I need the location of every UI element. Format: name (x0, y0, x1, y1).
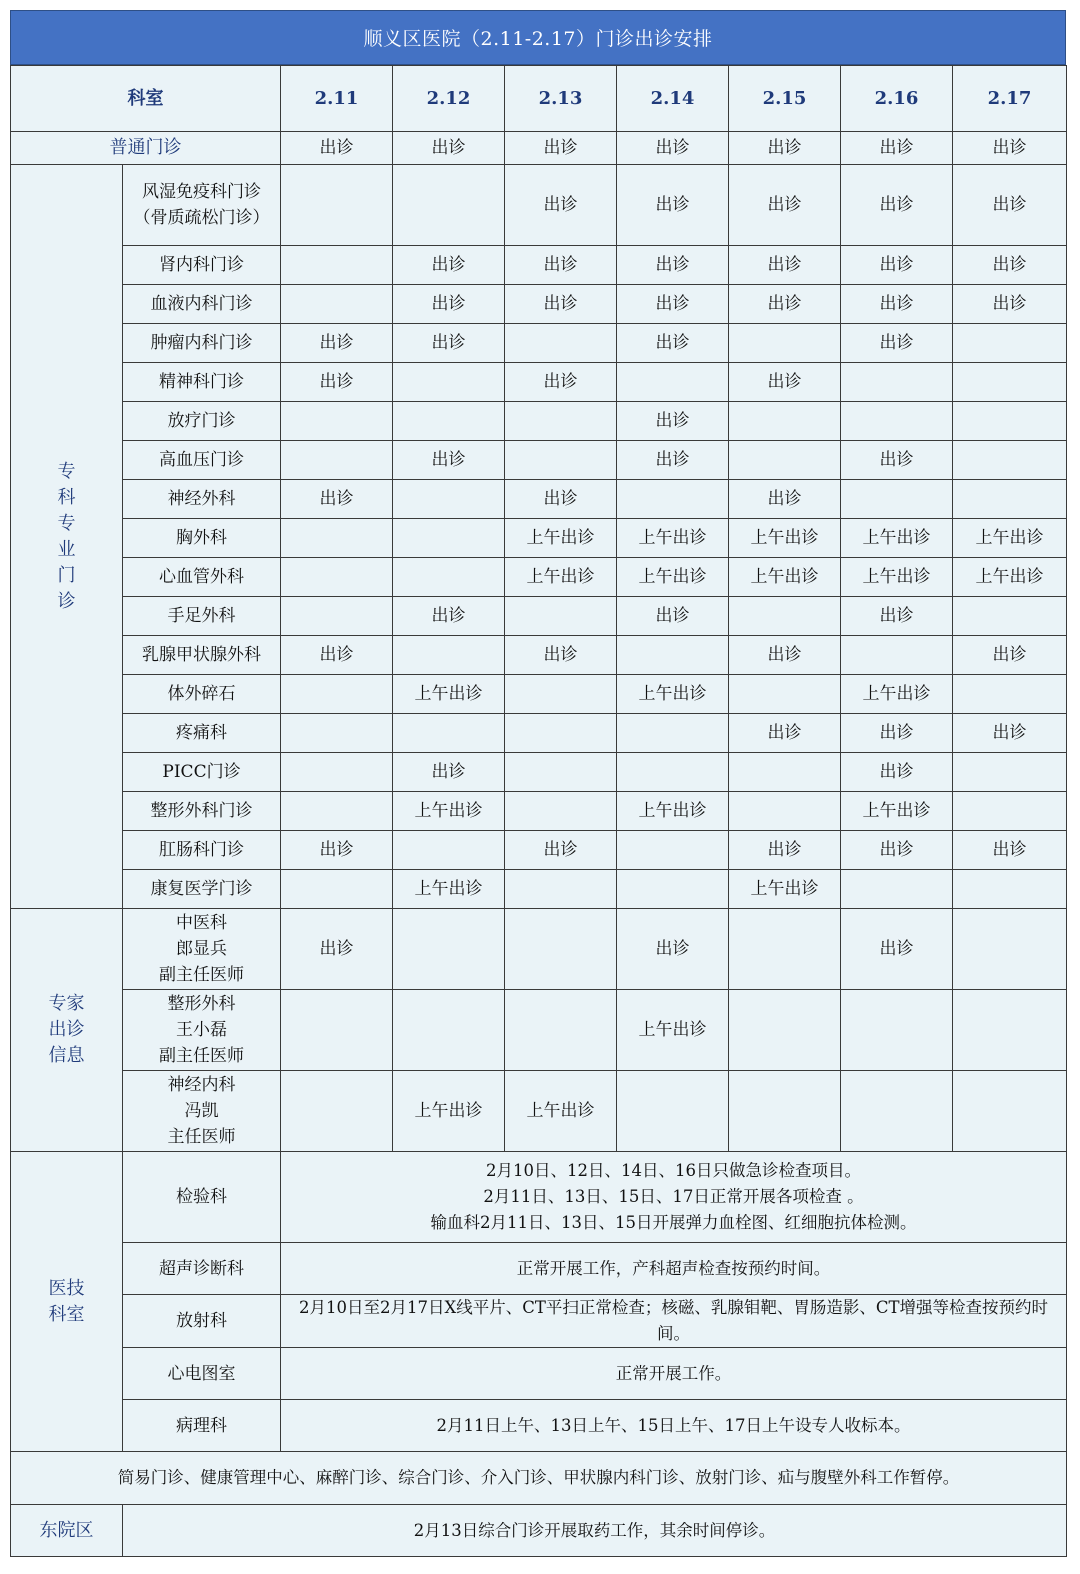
table-row (11, 597, 1067, 636)
schedule-cell: 出诊 (841, 132, 953, 165)
schedule-cell: 出诊 (953, 246, 1067, 285)
schedule-cell (953, 402, 1067, 441)
table-row (11, 909, 1067, 990)
table-row (11, 1400, 1067, 1452)
schedule-cell (953, 792, 1067, 831)
department-name: 体外碎石 (123, 675, 281, 714)
schedule-cell: 上午出诊 (841, 558, 953, 597)
schedule-cell (617, 831, 729, 870)
schedule-cell: 出诊 (841, 714, 953, 753)
schedule-cell (841, 990, 953, 1071)
medtech-note: 2月10日、12日、14日、16日只做急诊检查项目。 2月11日、13日、15日、17日正常开展各项检查 。 输血科2月11日、13日、15日开展弹力血栓图、红细胞抗体检测。 (281, 1152, 1067, 1243)
department-name: 精神科门诊 (123, 363, 281, 402)
table-row (11, 324, 1067, 363)
schedule-cell (953, 441, 1067, 480)
header-date: 2.14 (617, 66, 729, 132)
department-name: 乳腺甲状腺外科 (123, 636, 281, 675)
schedule-cell: 出诊 (281, 831, 393, 870)
schedule-cell (281, 441, 393, 480)
medtech-category: 医技 科室 (11, 1152, 123, 1452)
schedule-cell: 出诊 (953, 285, 1067, 324)
schedule-cell: 出诊 (841, 831, 953, 870)
medtech-note: 正常开展工作。 (281, 1348, 1067, 1400)
schedule-cell (953, 1071, 1067, 1152)
table-row (11, 1071, 1067, 1152)
table-row (11, 558, 1067, 597)
schedule-cell: 出诊 (729, 132, 841, 165)
medtech-note: 2月10日至2月17日X线平片、CT平扫正常检查；核磁、乳腺钼靶、胃肠造影、CT增强等检查按预约时间。 (281, 1295, 1067, 1348)
table-row (11, 132, 1067, 165)
schedule-cell (617, 870, 729, 909)
experts-category: 专家 出诊 信息 (11, 909, 123, 1152)
schedule-cell: 出诊 (617, 909, 729, 990)
schedule-cell: 上午出诊 (393, 675, 505, 714)
schedule-cell (393, 990, 505, 1071)
schedule-document (10, 10, 1066, 1557)
schedule-cell (393, 363, 505, 402)
schedule-cell (729, 753, 841, 792)
schedule-cell: 上午出诊 (729, 870, 841, 909)
table-row (11, 1505, 1067, 1557)
department-name: 血液内科门诊 (123, 285, 281, 324)
schedule-cell: 出诊 (281, 132, 393, 165)
schedule-cell: 出诊 (841, 324, 953, 363)
schedule-cell: 出诊 (393, 246, 505, 285)
schedule-cell: 出诊 (729, 165, 841, 246)
table-row (11, 1243, 1067, 1295)
schedule-cell (505, 441, 617, 480)
header-date: 2.16 (841, 66, 953, 132)
department-name: 心血管外科 (123, 558, 281, 597)
schedule-cell (953, 909, 1067, 990)
schedule-cell: 出诊 (393, 441, 505, 480)
header-dept-label: 科室 (11, 66, 281, 132)
schedule-cell (841, 402, 953, 441)
schedule-cell: 出诊 (841, 597, 953, 636)
schedule-cell (281, 558, 393, 597)
schedule-cell (953, 990, 1067, 1071)
schedule-cell: 出诊 (281, 324, 393, 363)
schedule-cell: 上午出诊 (729, 558, 841, 597)
schedule-cell: 出诊 (505, 285, 617, 324)
department-name: 风湿免疫科门诊 （骨质疏松门诊） (123, 165, 281, 246)
schedule-cell (617, 636, 729, 675)
medtech-note: 正常开展工作，产科超声检查按预约时间。 (281, 1243, 1067, 1295)
table-row (11, 753, 1067, 792)
table-row (11, 1452, 1067, 1505)
schedule-cell: 出诊 (505, 480, 617, 519)
schedule-cell (841, 480, 953, 519)
schedule-cell: 出诊 (617, 246, 729, 285)
schedule-cell (393, 402, 505, 441)
schedule-cell (281, 165, 393, 246)
schedule-cell (505, 792, 617, 831)
schedule-cell: 上午出诊 (393, 870, 505, 909)
schedule-cell (393, 480, 505, 519)
schedule-cell (505, 870, 617, 909)
schedule-cell: 出诊 (393, 753, 505, 792)
department-name: 康复医学门诊 (123, 870, 281, 909)
header-date: 2.11 (281, 66, 393, 132)
schedule-cell: 上午出诊 (841, 792, 953, 831)
table-row (11, 1152, 1067, 1243)
schedule-cell: 上午出诊 (729, 519, 841, 558)
medtech-department: 心电图室 (123, 1348, 281, 1400)
schedule-cell: 出诊 (505, 246, 617, 285)
schedule-cell: 出诊 (841, 441, 953, 480)
schedule-cell: 上午出诊 (393, 792, 505, 831)
schedule-cell: 出诊 (393, 597, 505, 636)
schedule-cell: 上午出诊 (617, 675, 729, 714)
schedule-cell (729, 909, 841, 990)
schedule-cell (729, 441, 841, 480)
schedule-cell (617, 714, 729, 753)
schedule-cell (505, 597, 617, 636)
medtech-department: 病理科 (123, 1400, 281, 1452)
schedule-cell (729, 324, 841, 363)
schedule-cell (953, 675, 1067, 714)
schedule-cell: 出诊 (505, 636, 617, 675)
schedule-cell (841, 636, 953, 675)
medtech-note: 2月11日上午、13日上午、15日上午、17日上午设专人收标本。 (281, 1400, 1067, 1452)
schedule-cell: 上午出诊 (393, 1071, 505, 1152)
expert-name: 中医科 郎显兵 副主任医师 (123, 909, 281, 990)
schedule-cell: 出诊 (841, 165, 953, 246)
table-row (11, 246, 1067, 285)
schedule-cell (841, 363, 953, 402)
table-row (11, 1348, 1067, 1400)
header-date: 2.12 (393, 66, 505, 132)
schedule-cell (505, 990, 617, 1071)
suspended-notice: 简易门诊、健康管理中心、麻醉门诊、综合门诊、介入门诊、甲状腺内科门诊、放射门诊、疝与腹壁外科工作暂停。 (11, 1452, 1067, 1505)
schedule-cell (617, 1071, 729, 1152)
schedule-cell: 出诊 (617, 324, 729, 363)
schedule-cell: 上午出诊 (953, 519, 1067, 558)
schedule-cell: 上午出诊 (505, 558, 617, 597)
department-name: 放疗门诊 (123, 402, 281, 441)
department-name: 整形外科门诊 (123, 792, 281, 831)
table-row (11, 792, 1067, 831)
medtech-department: 检验科 (123, 1152, 281, 1243)
schedule-cell (281, 402, 393, 441)
schedule-cell: 出诊 (729, 285, 841, 324)
schedule-cell (953, 324, 1067, 363)
department-name: PICC门诊 (123, 753, 281, 792)
schedule-cell (617, 753, 729, 792)
schedule-cell: 上午出诊 (505, 1071, 617, 1152)
department-name: 手足外科 (123, 597, 281, 636)
general-clinic-label: 普通门诊 (11, 132, 281, 165)
schedule-cell: 出诊 (393, 285, 505, 324)
schedule-cell: 出诊 (281, 909, 393, 990)
schedule-cell (505, 909, 617, 990)
table-row (11, 285, 1067, 324)
schedule-cell (505, 402, 617, 441)
medtech-department: 超声诊断科 (123, 1243, 281, 1295)
department-name: 疼痛科 (123, 714, 281, 753)
schedule-cell: 上午出诊 (953, 558, 1067, 597)
schedule-cell: 出诊 (841, 753, 953, 792)
schedule-cell (729, 597, 841, 636)
schedule-cell (281, 597, 393, 636)
table-row (11, 831, 1067, 870)
schedule-cell: 出诊 (505, 165, 617, 246)
department-name: 胸外科 (123, 519, 281, 558)
schedule-cell: 出诊 (505, 363, 617, 402)
schedule-cell: 出诊 (729, 363, 841, 402)
schedule-cell (281, 753, 393, 792)
east-campus-note: 2月13日综合门诊开展取药工作，其余时间停诊。 (123, 1505, 1067, 1557)
schedule-cell (729, 1071, 841, 1152)
department-name: 神经外科 (123, 480, 281, 519)
schedule-cell (393, 714, 505, 753)
schedule-cell: 出诊 (505, 831, 617, 870)
schedule-cell: 出诊 (393, 324, 505, 363)
schedule-cell: 出诊 (953, 132, 1067, 165)
schedule-cell: 上午出诊 (841, 675, 953, 714)
schedule-cell (953, 870, 1067, 909)
table-row (11, 990, 1067, 1071)
medtech-department: 放射科 (123, 1295, 281, 1348)
schedule-cell: 出诊 (841, 285, 953, 324)
schedule-cell (953, 480, 1067, 519)
schedule-cell: 上午出诊 (505, 519, 617, 558)
schedule-cell (729, 402, 841, 441)
table-row (11, 66, 1067, 132)
table-row (11, 870, 1067, 909)
schedule-cell (393, 831, 505, 870)
schedule-cell: 出诊 (617, 285, 729, 324)
schedule-cell: 出诊 (953, 714, 1067, 753)
schedule-cell: 出诊 (393, 132, 505, 165)
schedule-cell (281, 675, 393, 714)
schedule-cell: 出诊 (617, 165, 729, 246)
department-name: 高血压门诊 (123, 441, 281, 480)
schedule-cell (953, 363, 1067, 402)
schedule-cell (505, 675, 617, 714)
department-name: 肿瘤内科门诊 (123, 324, 281, 363)
header-date: 2.15 (729, 66, 841, 132)
schedule-table (10, 65, 1067, 1557)
schedule-cell (505, 714, 617, 753)
header-date: 2.17 (953, 66, 1067, 132)
expert-name: 整形外科 王小磊 副主任医师 (123, 990, 281, 1071)
department-name: 肾内科门诊 (123, 246, 281, 285)
schedule-cell: 上午出诊 (617, 519, 729, 558)
schedule-cell: 出诊 (617, 132, 729, 165)
schedule-cell (393, 558, 505, 597)
specialty-category-label: 专科专业门诊 (57, 460, 76, 612)
schedule-cell: 出诊 (281, 480, 393, 519)
table-row (11, 402, 1067, 441)
schedule-cell: 出诊 (617, 402, 729, 441)
page-title: 顺义区医院（2.11-2.17）门诊出诊安排 (10, 10, 1066, 65)
schedule-cell (281, 870, 393, 909)
department-name: 肛肠科门诊 (123, 831, 281, 870)
header-date: 2.13 (505, 66, 617, 132)
schedule-cell: 出诊 (841, 246, 953, 285)
table-row (11, 519, 1067, 558)
schedule-cell: 出诊 (729, 831, 841, 870)
schedule-cell: 出诊 (953, 831, 1067, 870)
table-row (11, 441, 1067, 480)
table-row (11, 165, 1067, 246)
table-row (11, 480, 1067, 519)
table-row (11, 714, 1067, 753)
table-row (11, 636, 1067, 675)
schedule-cell: 出诊 (841, 909, 953, 990)
table-row (11, 1295, 1067, 1348)
schedule-cell (505, 324, 617, 363)
schedule-cell: 出诊 (953, 165, 1067, 246)
schedule-cell (841, 1071, 953, 1152)
schedule-cell: 上午出诊 (617, 558, 729, 597)
schedule-cell: 出诊 (729, 636, 841, 675)
schedule-cell: 出诊 (281, 363, 393, 402)
schedule-cell (281, 792, 393, 831)
schedule-cell (617, 480, 729, 519)
schedule-cell (281, 714, 393, 753)
schedule-cell: 上午出诊 (841, 519, 953, 558)
schedule-cell: 出诊 (505, 132, 617, 165)
schedule-cell (393, 165, 505, 246)
schedule-cell (505, 753, 617, 792)
schedule-cell (617, 363, 729, 402)
schedule-cell (281, 990, 393, 1071)
expert-name: 神经内科 冯凯 主任医师 (123, 1071, 281, 1152)
table-row (11, 675, 1067, 714)
schedule-cell: 出诊 (617, 597, 729, 636)
schedule-cell: 上午出诊 (617, 792, 729, 831)
specialty-category (11, 165, 123, 909)
east-campus-label: 东院区 (11, 1505, 123, 1557)
schedule-cell (281, 519, 393, 558)
schedule-cell (729, 675, 841, 714)
schedule-cell (281, 246, 393, 285)
schedule-cell (393, 909, 505, 990)
schedule-cell (729, 990, 841, 1071)
schedule-cell (393, 636, 505, 675)
schedule-cell: 出诊 (281, 636, 393, 675)
schedule-cell: 出诊 (617, 441, 729, 480)
schedule-cell: 上午出诊 (617, 990, 729, 1071)
schedule-cell (729, 792, 841, 831)
schedule-cell (841, 870, 953, 909)
schedule-cell (281, 1071, 393, 1152)
schedule-cell (281, 285, 393, 324)
schedule-cell (953, 753, 1067, 792)
schedule-cell: 出诊 (729, 480, 841, 519)
schedule-cell (393, 519, 505, 558)
schedule-cell: 出诊 (729, 246, 841, 285)
schedule-cell: 出诊 (953, 636, 1067, 675)
schedule-cell (953, 597, 1067, 636)
schedule-cell: 出诊 (729, 714, 841, 753)
table-row (11, 363, 1067, 402)
